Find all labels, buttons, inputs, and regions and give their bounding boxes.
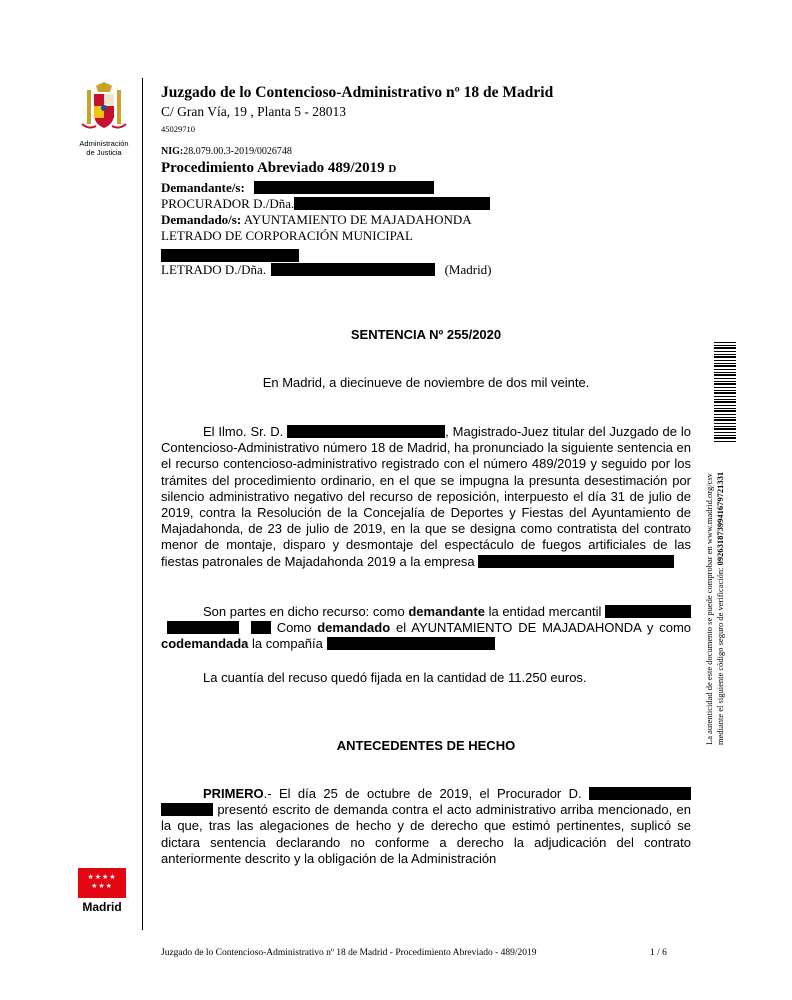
barcode-icon (714, 342, 736, 442)
justicia-logo (72, 80, 136, 157)
redaction (287, 425, 445, 438)
sentence-title: SENTENCIA Nº 255/2020 (350, 327, 502, 342)
verification-text (704, 472, 726, 745)
section-title: ANTECEDENTES DE HECHO (336, 738, 516, 753)
redaction (589, 787, 691, 800)
para2-a: Son partes en dicho recurso: como (203, 604, 405, 619)
demandado-label: Demandado/s: (161, 212, 242, 227)
date-line: En Madrid, a diecinueve de noviembre de dos mil veinte. (262, 375, 590, 390)
paragraph-cuantia: La cuantía del recuso quedó fijada en la cantidad de 11.250 euros. (203, 670, 587, 685)
para2-d: Como (276, 620, 312, 636)
redaction (478, 555, 674, 568)
para2-c: la entidad mercantil (488, 604, 602, 619)
procedure-title: Procedimiento Abreviado 489/2019 (161, 160, 385, 176)
redaction (605, 605, 691, 618)
procedure-suffix: D (388, 163, 397, 175)
primero-label: PRIMERO (203, 786, 264, 801)
para4-a: .- El día 25 de octubre de 2019, el Procurador D. (263, 786, 582, 801)
para2-codemandada: codemandada (161, 636, 249, 652)
para2-demandante: demandante (408, 604, 485, 619)
court-address: C/ Gran Vía, 19 , Planta 5 - 28013 (161, 104, 346, 119)
verification-line1: La autenticidad de este documento se puede comprobar en www.madrid.org/csv (704, 473, 714, 745)
para1-rest: , Magistrado-Juez titular del Juzgado de lo Contencioso-Administrativo número 18 de Madrid, ha pronunciado la siguiente sentencia en el recurso contencioso-administrativo registrado con el número 489/2019 y seguido por los trámites del procedimiento ordinario, en el que se impugna la presunta desestimación por silencio administrativo negativo del recurso de reposición, interpuesto el día 31 de julio de 2019, contra la Resolución de la Concejalía de Deportes y Fiestas del Ayuntamiento de Majadahonda, de 23 de julio de 2019, en la que se designa como contratista del contrato menor de montaje, disparo y desmontaje del espectáculo de fuegos artificiales de las fiestas patronales de Majadahonda 2019 a la empresa (161, 424, 691, 569)
demandante-label: Demandante/s: (161, 180, 245, 195)
court-code: 45029710 (161, 124, 195, 134)
madrid-flag-icon: ★★★★ ★★★ (78, 868, 126, 898)
footer-text: Juzgado de lo Contencioso-Administrativo nº 18 de Madrid - Procedimiento Abreviado - 489/2019 (161, 948, 537, 958)
verification-line2: mediante el siguiente código seguro de verificación: (715, 567, 725, 745)
redaction (294, 197, 490, 210)
nig-line (161, 144, 292, 160)
para1-start: El Ilmo. Sr. D. (203, 424, 284, 439)
madrid-label: Madrid (82, 900, 122, 914)
paragraph-parties (161, 604, 691, 653)
procedure-line (161, 160, 396, 177)
para2-h: la compañía (252, 636, 323, 652)
demandado-line (161, 212, 472, 228)
letrado-label: LETRADO D./Dña. (161, 262, 267, 277)
para2-f: el AYUNTAMIENTO DE MAJADAHONDA y como (396, 620, 692, 636)
demandante-line (161, 180, 434, 196)
redaction (167, 621, 239, 634)
justicia-line1: Administración (79, 139, 129, 148)
procurador-label: PROCURADOR D./Dña. (161, 196, 295, 211)
redaction (327, 637, 495, 650)
para4-b: presentó escrito de demanda contra el acto administrativo arriba mencionado, en la que, tras las alegaciones de hecho y de derecho que estimó pertinentes, suplicó se dictara sentencia declarando no conforme a derecho la adjudicación del contrato anteriormente descrito y la obligación de la Administración (161, 802, 691, 866)
redaction (161, 803, 213, 816)
redaction (254, 181, 434, 194)
demandado-value: AYUNTAMIENTO DE MAJADAHONDA (243, 212, 472, 227)
coat-of-arms-icon (79, 80, 129, 136)
letrado-corporacion: LETRADO DE CORPORACIÓN MUNICIPAL (161, 228, 413, 243)
letrado-line (161, 262, 492, 278)
redaction (251, 621, 271, 634)
madrid-logo (78, 868, 126, 914)
page-number: 1 / 6 (650, 948, 667, 958)
nig-label: NIG: (161, 146, 184, 157)
paragraph-intro (161, 424, 691, 570)
redaction (271, 263, 435, 276)
para2-demandado: demandado (317, 620, 391, 636)
paragraph-primero (161, 786, 691, 867)
court-name: Juzgado de lo Contencioso-Administrativo nº 18 de Madrid (161, 84, 554, 101)
letrado-place: (Madrid) (444, 262, 492, 277)
margin-rule (142, 78, 143, 930)
justicia-line2: de Justicia (86, 148, 122, 157)
nig-value: 28.079.00.3-2019/0026748 (183, 146, 292, 157)
procurador-line (161, 196, 490, 212)
verification-code: 0926318739941679721331 (715, 471, 725, 566)
